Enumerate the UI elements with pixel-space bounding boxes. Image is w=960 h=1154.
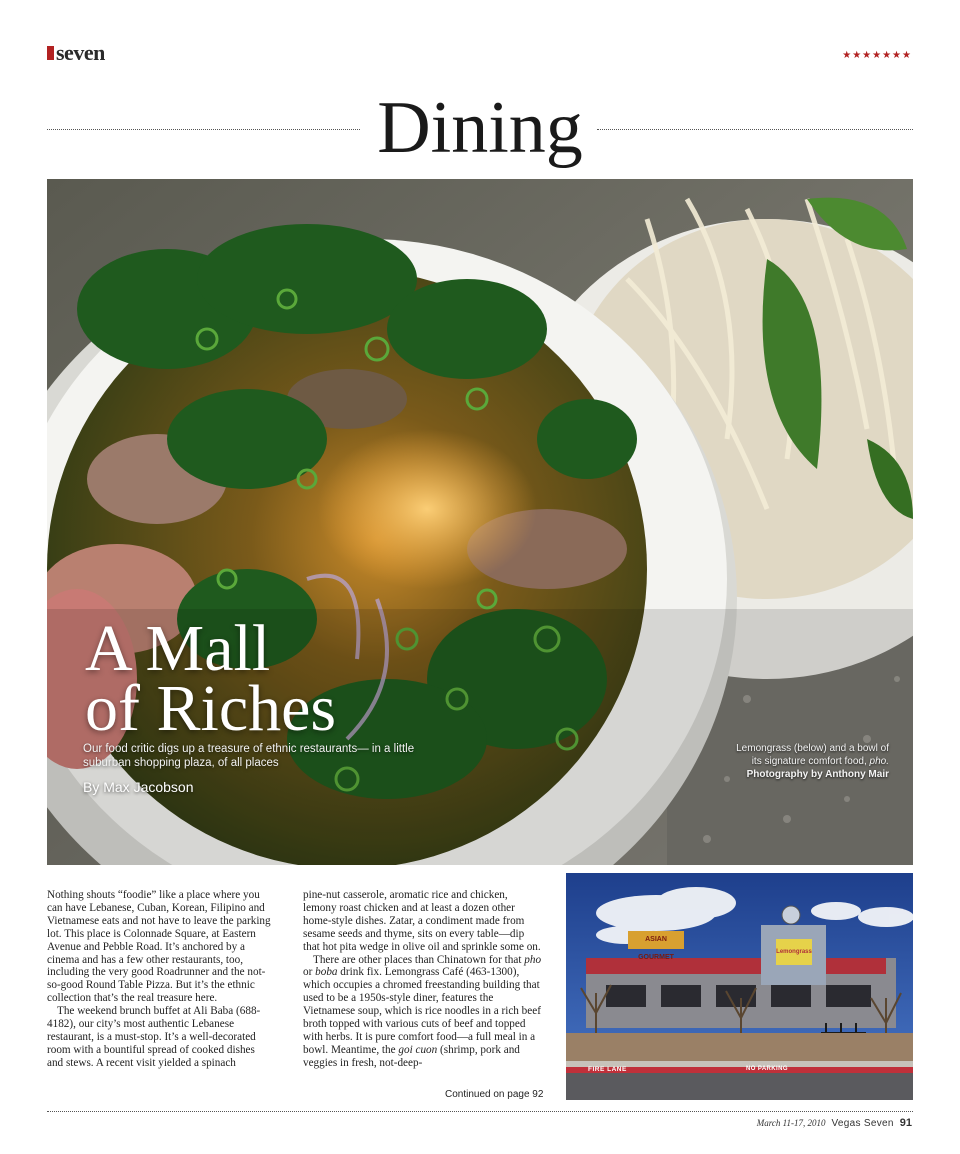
sign-asian-gourmet: ASIAN GOURMET xyxy=(638,936,674,961)
rating-stars: ★★★★★★★ xyxy=(842,50,912,61)
caption-line-1: Lemongrass (below) and a bowl of xyxy=(736,743,889,754)
caption-line-2-text: its signature comfort food, xyxy=(751,756,870,767)
article-deck: Our food critic digs up a treasure of ethnic restaurants— in a little suburban shopping plaza, of all places xyxy=(83,743,415,769)
text-run: There are other places than Chinatown for that xyxy=(313,953,525,966)
page-number: 91 xyxy=(899,1117,912,1129)
page-footer xyxy=(757,1117,912,1129)
curb-no-parking: NO PARKING xyxy=(746,1066,788,1072)
photo-caption xyxy=(689,742,889,781)
italic-run: goi cuon xyxy=(398,1043,438,1056)
article-column-1 xyxy=(47,889,273,1070)
paragraph: Nothing shouts “foodie” like a place where you can have Lebanese, Cuban, Korean, Filipino and Vietnamese eats and not have to leave the parking lot. This place is Colonnade Square, at Eastern Avenue and Pebble Road. It’s anchored by a cinema and has a few other restaurants, too, including the very good Roadrunner and the not-so-good Round Table Pizza. But it’s the ethnic collection that’s the real treasure here. xyxy=(47,889,271,1005)
article-byline: By Max Jacobson xyxy=(83,779,194,795)
section-title: Dining xyxy=(377,87,583,169)
text-run: or xyxy=(303,966,316,979)
caption-italic: pho. xyxy=(869,756,889,767)
continued-jump: Continued on page 92 xyxy=(445,1089,544,1100)
magazine-logo xyxy=(47,40,105,65)
issue-date: March 11-17, 2010 xyxy=(756,1118,826,1128)
italic-run: pho xyxy=(524,953,542,966)
curb-fire-lane: FIRE LANE xyxy=(588,1066,627,1073)
italic-run: boba xyxy=(315,966,338,979)
text-run: (shrimp, pork and veggies in fresh, not-deep- xyxy=(303,1043,520,1069)
publication-name: Vegas Seven xyxy=(831,1118,894,1129)
footer-dotted-rule xyxy=(47,1111,913,1112)
paragraph: pine-nut casserole, aromatic rice and chicken, lemony roast chicken and at least a dozen other home-style dishes. Zatar, a condiment made from sesame seeds and thyme, sits on every table—dip that hot pita wedge in olive oil and sprinkle some on. xyxy=(303,889,541,953)
article-column-2 xyxy=(303,889,543,1070)
text-run: drink fix. Lemongrass Café (463-1300), which occupies a chromed freestanding building that used to be a 1950s-style diner, features the Vietnamese soup, which is rice noodles in a rich beef broth topped with various cuts of beef and topped with herbs. It is pure comfort food—a full meal in a bowl. Meantime, the xyxy=(303,966,541,1056)
article-headline xyxy=(85,612,337,745)
dotted-rule-right xyxy=(597,129,913,130)
caption-line-2 xyxy=(689,755,889,768)
headline-line-1: A Mall xyxy=(85,612,271,685)
paragraph xyxy=(303,954,543,1070)
headline-line-2: of Riches xyxy=(85,672,337,745)
lemongrass-building-photo xyxy=(566,873,913,1100)
sign-lemongrass: Lemongrass xyxy=(776,949,812,955)
photo-credit: Photography by Anthony Mair xyxy=(746,769,889,780)
logo-bar xyxy=(47,46,54,60)
section-header xyxy=(47,88,913,168)
paragraph: The weekend brunch buffet at Ali Baba (688-4182), our city’s most authentic Lebanese restaurant, is a must-stop. It’s a well-decorated room with a bountiful spread of cooked dishes and stews. A recent visit yielded a spinach xyxy=(47,1005,261,1069)
logo-text: seven xyxy=(56,40,105,65)
hero-photo xyxy=(47,179,913,865)
